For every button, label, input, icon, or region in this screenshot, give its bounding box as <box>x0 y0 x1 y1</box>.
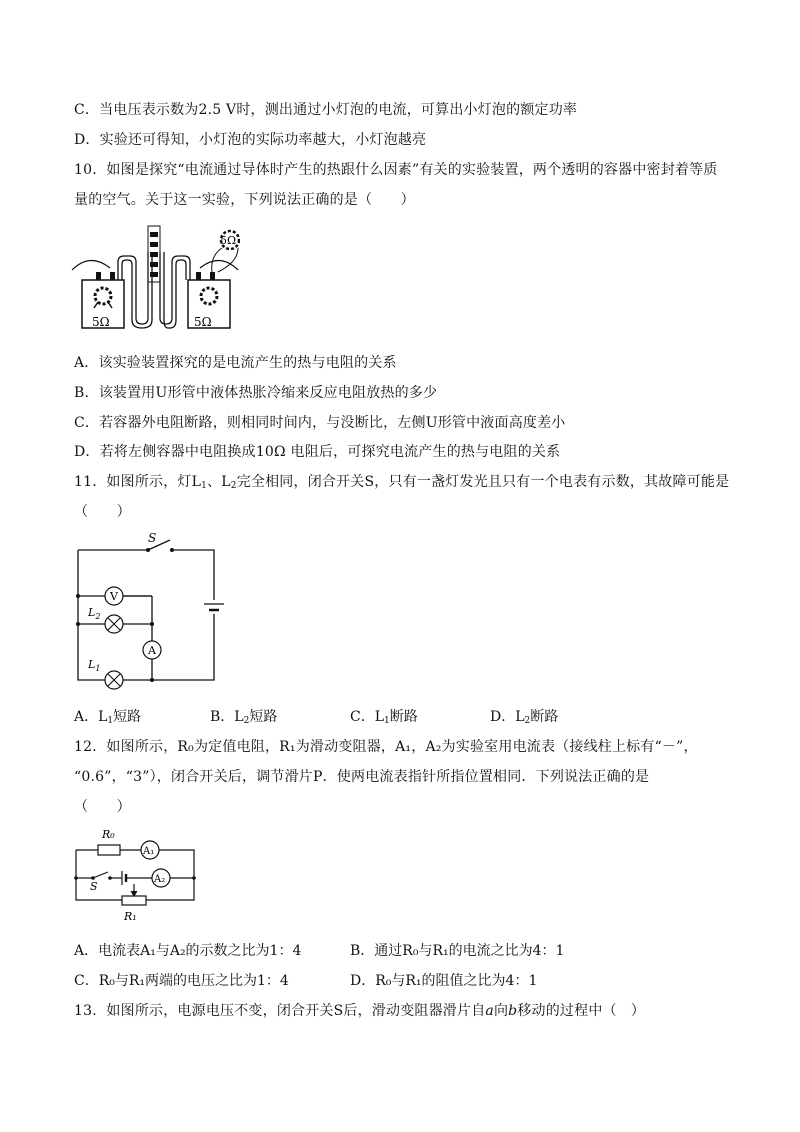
q11-option-c-text: C．L <box>350 709 385 725</box>
q11-option-a <box>74 706 141 726</box>
q13-stem-part3: 移动的过程中（ ） <box>517 1003 646 1019</box>
q9-option-d: D．实验还可得知，小灯泡的实际功率越大，小灯泡越亮 <box>74 132 427 148</box>
q12-a1-label: A₁ <box>143 846 155 857</box>
q11-option-a-text: A．L <box>74 709 108 725</box>
q11-ammeter-label: A <box>148 644 156 657</box>
q10-right-resistor-label: 5Ω <box>194 315 212 329</box>
q12-stem-line3: （ ） <box>74 799 131 815</box>
q10-option-c: C．若容器外电阻断路，则相同时间内，与没断比，左侧U形管中液面高度差小 <box>74 415 566 431</box>
q11-stem-line2: （ ） <box>74 504 131 520</box>
q11-option-b-tail: 短路 <box>249 709 278 725</box>
q11-option-c-sub: 1 <box>384 716 390 726</box>
q11-option-c <box>350 706 418 726</box>
q13-stem-part2: 向 <box>493 1003 509 1019</box>
q12-switch-label: S <box>90 880 98 893</box>
q13-stem <box>74 1000 645 1020</box>
q11-switch-label: S <box>148 531 157 545</box>
q13-point-b: b <box>508 1003 518 1019</box>
q10-stem-line2: 量的空气。关于这一实验，下列说法正确的是（ ） <box>74 192 415 208</box>
q11-option-b-sub: 2 <box>243 716 250 726</box>
q13-stem-part1: 13．如图所示，电源电压不变，闭合开关S后，滑动变阻器滑片自 <box>74 1003 486 1019</box>
q11-circuit-figure <box>70 530 230 690</box>
q11-option-d <box>490 706 558 726</box>
q11-option-b-text: B．L <box>210 709 244 725</box>
q11-lamp1-label: $L_1$ <box>88 658 101 673</box>
q11-stem-part3: 完全相同，闭合开关S，只有一盏灯发光且只有一个电表有示数，其故障可能是 <box>236 474 730 490</box>
q10-left-resistor-label: 5Ω <box>92 315 110 329</box>
q13-point-a: a <box>485 1003 494 1019</box>
q12-r0-label: R₀ <box>102 828 115 841</box>
q12-stem-line2: “0.6”，“3”），闭合开关后，调节滑片P．使两电流表指针所指位置相同．下列说法正确的是 <box>74 769 650 785</box>
q12-option-d: D．R₀与R₁的阻值之比为4：1 <box>350 973 538 989</box>
q10-external-resistor-label: 5Ω <box>220 234 237 247</box>
q11-option-a-sub: 1 <box>107 716 114 726</box>
q12-a2-label: A₂ <box>154 874 166 885</box>
q10-heat-experiment-figure <box>70 222 240 334</box>
q10-stem-line1: 10．如图是探究“电流通过导体时产生的热跟什么因素”有关的实验装置，两个透明的容器中密封着等质 <box>74 162 718 178</box>
q12-r1-label: R₁ <box>124 910 137 923</box>
q12-circuit-figure <box>70 824 206 924</box>
q11-option-c-tail: 断路 <box>389 709 418 725</box>
q11-option-b <box>210 706 277 726</box>
q10-option-b: B．该装置用U形管中液体热胀冷缩来反应电阻放热的多少 <box>74 385 438 401</box>
q11-stem-part1: 11．如图所示，灯L <box>74 474 202 490</box>
q11-stem-sub1: 1 <box>201 481 208 491</box>
q11-stem-sub2: 2 <box>230 481 237 491</box>
q11-option-d-sub: 2 <box>524 716 531 726</box>
q11-lamp2-label: $L_2$ <box>88 606 101 621</box>
q12-option-a: A．电流表A₁与A₂的示数之比为1：4 <box>74 943 302 959</box>
q9-option-c: C．当电压表示数为2.5 V时，测出通过小灯泡的电流，可算出小灯泡的额定功率 <box>74 102 578 118</box>
q11-stem-line1 <box>74 471 729 491</box>
q11-voltmeter-label: V <box>110 590 118 603</box>
q12-option-c: C．R₀与R₁两端的电压之比为1：4 <box>74 973 289 989</box>
q12-stem-line1: 12．如图所示，R₀为定值电阻，R₁为滑动变阻器，A₁，A₂为实验室用电流表（接线柱上标有“－”， <box>74 739 698 755</box>
q10-option-a: A．该实验装置探究的是电流产生的热与电阻的关系 <box>74 355 397 371</box>
q11-stem-part2: 、L <box>207 474 231 490</box>
q10-option-d: D．若将左侧容器中电阻换成10Ω 电阻后，可探究电流产生的热与电阻的关系 <box>74 444 561 460</box>
q11-option-d-text: D．L <box>490 709 525 725</box>
q11-option-d-tail: 断路 <box>530 709 559 725</box>
q11-option-a-tail: 短路 <box>113 709 142 725</box>
q12-option-b: B．通过R₀与R₁的电流之比为4：1 <box>350 943 565 959</box>
